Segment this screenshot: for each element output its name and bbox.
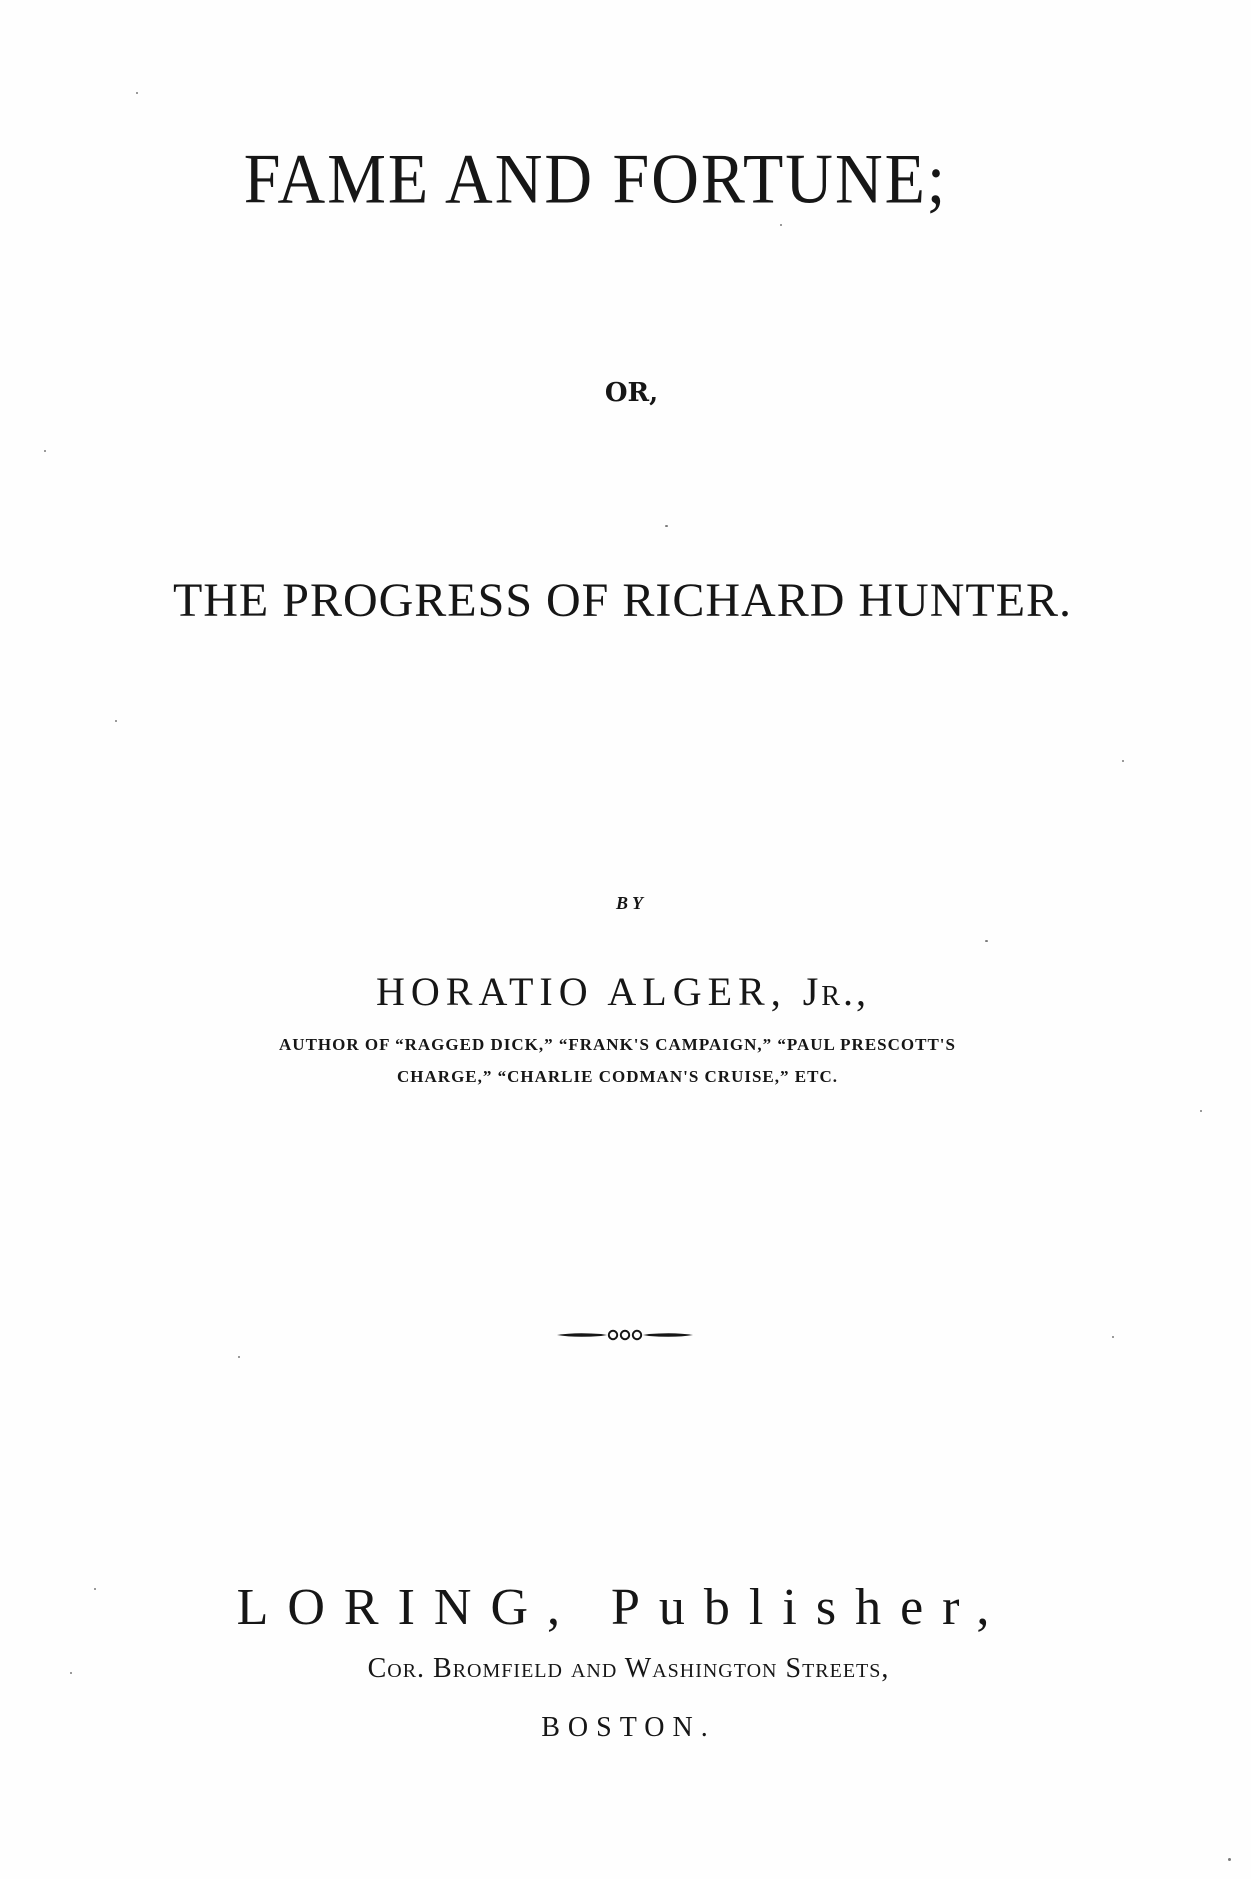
publisher-city: BOSTON. (541, 1712, 716, 1743)
author-name-main: HORATIO ALGER, (376, 969, 803, 1014)
author-name (0, 968, 1248, 1015)
paper-speck (136, 92, 138, 94)
paper-speck (665, 525, 668, 527)
author-suffix: Jr., (802, 969, 869, 1014)
by-line: BY (615, 893, 647, 913)
paper-speck (780, 224, 782, 226)
paper-speck (94, 1588, 96, 1590)
alternative-title-connector: OR, (604, 378, 659, 408)
author-credits-line-2: CHARGE,” “CHARLIE CODMAN'S CRUISE,” ETC. (397, 1067, 838, 1086)
paper-speck (115, 720, 117, 722)
printers-rule-ornament-icon (555, 1328, 695, 1342)
paper-speck (238, 1356, 240, 1358)
book-title: FAME AND FORTUNE; (243, 140, 948, 219)
paper-speck (1228, 1858, 1231, 1861)
paper-speck (1200, 1110, 1202, 1112)
publisher-address: Cor. Bromfield and Washington Streets, (367, 1653, 890, 1684)
paper-speck (1122, 760, 1124, 762)
author-credits-line-1: AUTHOR OF “RAGGED DICK,” “FRANK'S CAMPAIGN,” “PAUL PRESCOTT'S (279, 1035, 956, 1054)
paper-speck (985, 940, 988, 942)
author-credits (0, 1029, 1243, 1093)
paper-speck (70, 1672, 72, 1674)
book-subtitle: THE PROGRESS OF RICHARD HUNTER. (172, 574, 1073, 627)
paper-speck (44, 450, 46, 452)
publisher-name: LORING, Publisher, (236, 1579, 1009, 1636)
paper-speck (1112, 1336, 1114, 1338)
